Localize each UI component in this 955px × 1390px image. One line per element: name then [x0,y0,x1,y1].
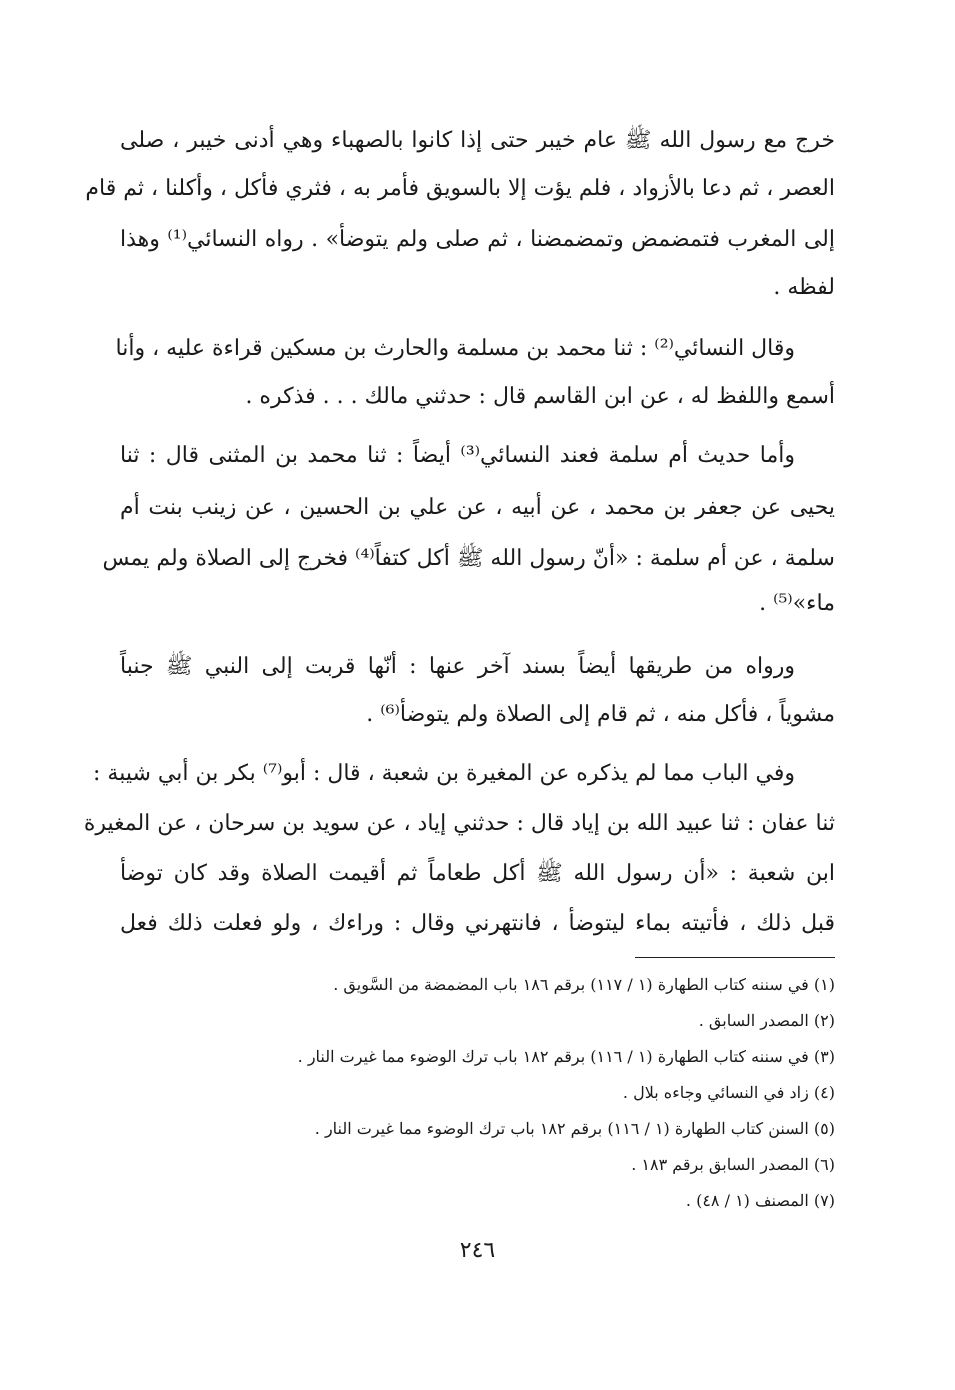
body-line: وأما حديث أم سلمة فعند النسائي⁽³⁾ أيضاً : ثنا محمد بن المثنى قال : ثنا [120,443,795,468]
body-line: خرج مع رسول الله ﷺ عام خيبر حتى إذا كانوا بالصهباء وهي أدنى خيبر ، صلى [120,128,835,153]
body-line: سلمة ، عن أم سلمة : «أنّ رسول الله ﷺ أكل كتفاً⁽⁴⁾ فخرج إلى الصلاة ولم يمس [102,546,835,571]
footnote: (٣) في سننه كتاب الطهارة (١ / ١١٦) برقم ١٨٢ باب ترك الوضوء مما غيرت النار . [297,1047,835,1066]
body-line: العصر ، ثم دعا بالأزواد ، فلم يؤت إلا بالسويق فأمر به ، فثري فأكل ، وأكلنا ، ثم قام [85,176,835,201]
body-line: إلى المغرب فتمضمض وتمضمضنا ، ثم صلى ولم يتوضأ» . رواه النسائي⁽¹⁾ وهذا [120,227,835,252]
body-line: قبل ذلك ، فأتيته بماء ليتوضأ ، فانتهرني وقال : وراءك ، ولو فعلت ذلك فعل [120,911,835,936]
footnote: (٥) السنن كتاب الطهارة (١ / ١١٦) برقم ١٨٢ باب ترك الوضوء مما غيرت النار . [314,1119,835,1138]
footnote: (٢) المصدر السابق . [698,1011,835,1030]
footnote: (١) في سننه كتاب الطهارة (١ / ١١٧) برقم ١٨٦ باب المضمضة من السَّويق . [333,975,835,994]
footnote: (٤) زاد في النسائي وجاءه بلال . [622,1083,835,1102]
footnote: (٦) المصدر السابق برقم ١٨٣ . [631,1155,835,1174]
body-line: لفظه . [773,275,835,300]
body-line: ورواه من طريقها أيضاً بسند آخر عنها : أنّها قربت إلى النبي ﷺ جنباً [120,654,795,679]
body-line: ابن شعبة : «أن رسول الله ﷺ أكل طعاماً ثم أقيمت الصلاة وقد كان توضأ [120,861,835,886]
body-line: مشوياً ، فأكل منه ، ثم قام إلى الصلاة ولم يتوضأ⁽⁶⁾ . [366,702,835,727]
body-line: ماء»⁽⁵⁾ . [759,591,835,616]
body-line: يحيى عن جعفر بن محمد ، عن أبيه ، عن علي بن الحسين ، عن زينب بنت أم [120,495,835,520]
footnote: (٧) المصنف (١ / ٤٨) . [685,1191,835,1210]
page-number: ٢٤٦ [459,1238,496,1263]
footnote-separator [635,957,835,958]
body-line: وقال النسائي⁽²⁾ : ثنا محمد بن مسلمة والحارث بن مسكين قراءة عليه ، وأنا [115,336,795,361]
body-line: أسمع واللفظ له ، عن ابن القاسم قال : حدثني مالك . . . فذكره . [245,384,835,409]
body-line: ثنا عفان : ثنا عبيد الله بن إياد قال : حدثني إياد ، عن سويد بن سرحان ، عن المغيرة [83,811,835,836]
body-line: وفي الباب مما لم يذكره عن المغيرة بن شعبة ، قال : أبو⁽⁷⁾ بكر بن أبي شيبة : [93,761,795,786]
